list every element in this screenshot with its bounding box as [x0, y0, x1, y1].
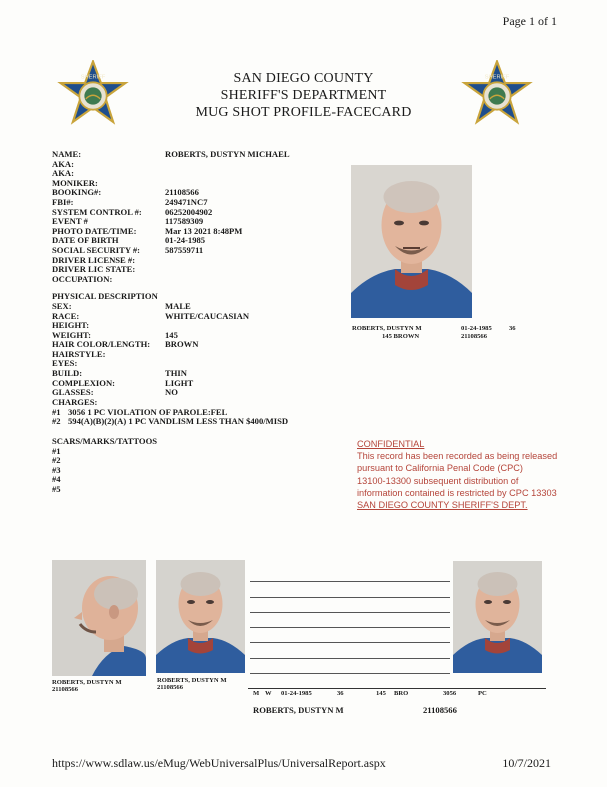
- footer-date: 10/7/2021: [502, 756, 551, 770]
- report-header: [0, 70, 607, 121]
- personal-field-row: [52, 275, 290, 285]
- field-label: EVENT #: [52, 216, 88, 227]
- physical-description-title: PHYSICAL DESCRIPTION: [52, 291, 158, 302]
- field-label: HAIRSTYLE:: [52, 348, 106, 359]
- side-profile-photo: [52, 560, 146, 676]
- bottom-booking: 21108566: [423, 705, 457, 715]
- header-county: SAN DIEGO COUNTY: [233, 71, 374, 86]
- scars-title: SCARS/MARKS/TATTOOS: [52, 436, 158, 446]
- blank-line: [250, 567, 450, 582]
- field-label: AKA:: [52, 158, 74, 169]
- personal-field-row: [52, 160, 290, 170]
- confidential-notice: [357, 438, 567, 511]
- field-label: SOCIAL SECURITY #:: [52, 244, 141, 255]
- main-photo-caption-booking: 21108566: [461, 333, 488, 340]
- charge-row: [52, 417, 288, 427]
- field-value: NO: [165, 387, 178, 398]
- physical-fields-list: [52, 302, 290, 398]
- field-value: Mar 13 2021 8:48PM: [165, 225, 243, 236]
- badge-right-label: SHERIFF: [484, 74, 510, 81]
- confidential-line-1: This record has been recorded as being released: [357, 451, 558, 462]
- strip-age: 36: [337, 690, 344, 697]
- blank-line: [250, 643, 450, 658]
- summary-strip: [248, 688, 546, 699]
- field-label: EYES:: [52, 358, 78, 369]
- strip-weight: 145: [376, 690, 386, 697]
- field-label: DATE OF BIRTH: [52, 235, 119, 246]
- main-photo-caption-age: 36: [509, 325, 516, 332]
- strip-sex: M: [253, 690, 260, 697]
- field-label: FBI#:: [52, 196, 74, 207]
- field-label: OCCUPATION:: [52, 273, 113, 284]
- front-photo: [156, 560, 245, 673]
- page-number: Page 1 of 1: [502, 14, 557, 28]
- blank-line: [250, 582, 450, 597]
- field-label: HAIR COLOR/LENGTH:: [52, 339, 151, 350]
- strip-code: 3056: [443, 690, 457, 697]
- strip-dob: 01-24-1985: [281, 690, 312, 697]
- field-label: SYSTEM CONTROL #:: [52, 206, 142, 217]
- badge-left-label: SHERIFF: [80, 74, 106, 81]
- field-value: 117589309: [165, 216, 204, 227]
- strip-hair: BRO: [394, 690, 409, 697]
- personal-fields-list: [52, 150, 290, 284]
- right-photo: [453, 561, 542, 673]
- main-photo-caption-dob: 01-24-1985: [461, 325, 492, 332]
- field-value: 145: [165, 329, 178, 340]
- charge-number: #2: [52, 416, 61, 427]
- field-value: WHITE/CAUCASIAN: [165, 310, 250, 321]
- confidential-line-2: pursuant to California Penal Code (CPC): [357, 463, 523, 474]
- scars-section: [52, 437, 157, 495]
- field-label: BUILD:: [52, 368, 83, 379]
- field-label: BOOKING#:: [52, 187, 102, 198]
- field-value: 21108566: [165, 187, 199, 198]
- charge-text: 594(A)(B)(2)(A) 1 PC VANDLISM LESS THAN $400/MISD: [68, 416, 289, 427]
- confidential-line-4: information contained is restricted by CPC 13303: [357, 487, 557, 498]
- field-value: 587559711: [165, 244, 204, 255]
- field-label: DRIVER LIC STATE:: [52, 264, 136, 275]
- field-value: BROWN: [165, 339, 199, 350]
- side-photo-caption-name: ROBERTS, DUSTYN M: [52, 679, 122, 686]
- charges-list: [52, 408, 288, 427]
- scar-item: #3: [52, 464, 61, 475]
- personal-field-row: [52, 150, 290, 160]
- charges-section: [52, 398, 288, 427]
- profile-fields: [52, 150, 290, 398]
- confidential-line-3: 13100-13300 subsequent distribution of: [357, 475, 519, 486]
- physical-field-row: [52, 350, 290, 360]
- field-value: ROBERTS, DUSTYN MICHAEL: [165, 149, 290, 159]
- scar-item: #5: [52, 483, 61, 494]
- bottom-name: ROBERTS, DUSTYN M: [253, 705, 344, 715]
- field-label: AKA:: [52, 168, 74, 179]
- blank-lines: [250, 567, 450, 674]
- header-department: SHERIFF'S DEPARTMENT: [220, 88, 387, 103]
- field-label: RACE:: [52, 310, 80, 321]
- blank-line: [250, 598, 450, 613]
- field-value: 06252004902: [165, 206, 213, 217]
- field-label: WEIGHT:: [52, 329, 91, 340]
- main-mugshot-photo: [351, 165, 472, 318]
- field-value: MALE: [165, 300, 191, 311]
- scar-item: #4: [52, 474, 61, 485]
- field-label: HEIGHT:: [52, 320, 90, 331]
- main-photo-caption-name: ROBERTS, DUSTYN M: [352, 325, 422, 332]
- field-label: SEX:: [52, 300, 72, 311]
- field-label: PHOTO DATE/TIME:: [52, 225, 137, 236]
- field-label: GLASSES:: [52, 387, 94, 398]
- field-value: 249471NC7: [165, 196, 208, 207]
- field-value: THIN: [165, 368, 187, 379]
- header-report-title: MUG SHOT PROFILE-FACECARD: [195, 105, 412, 120]
- scar-item: #1: [52, 445, 61, 456]
- side-photo-caption-booking: 21108566: [52, 686, 79, 693]
- confidential-title: CONFIDENTIAL: [357, 439, 425, 449]
- scar-item: #2: [52, 455, 61, 466]
- charge-number: #1: [52, 406, 61, 417]
- field-value: LIGHT: [165, 377, 194, 388]
- strip-section: PC: [478, 690, 487, 697]
- field-label: COMPLEXION:: [52, 377, 116, 388]
- confidential-signature: SAN DIEGO COUNTY SHERIFF'S DEPT.: [357, 500, 528, 511]
- footer-url: https://www.sdlaw.us/eMug/WebUniversalPlus/UniversalReport.aspx: [52, 756, 386, 770]
- main-photo-caption-weight-hair: 145 BROWN: [382, 333, 420, 340]
- scars-list: [52, 447, 157, 495]
- field-label: NAME:: [52, 149, 82, 159]
- blank-line: [250, 613, 450, 628]
- charge-text: 3056 1 PC VIOLATION OF PAROLE:FEL: [68, 406, 228, 417]
- front-photo-caption-name: ROBERTS, DUSTYN M: [157, 677, 227, 684]
- strip-race: W: [265, 690, 272, 697]
- field-value: 01-24-1985: [165, 235, 206, 246]
- front-photo-caption-booking: 21108566: [157, 684, 184, 691]
- blank-line: [250, 659, 450, 674]
- field-label: DRIVER LICENSE #:: [52, 254, 136, 265]
- field-label: MONIKER:: [52, 177, 98, 188]
- blank-line: [250, 628, 450, 643]
- charges-title: CHARGES:: [52, 397, 98, 407]
